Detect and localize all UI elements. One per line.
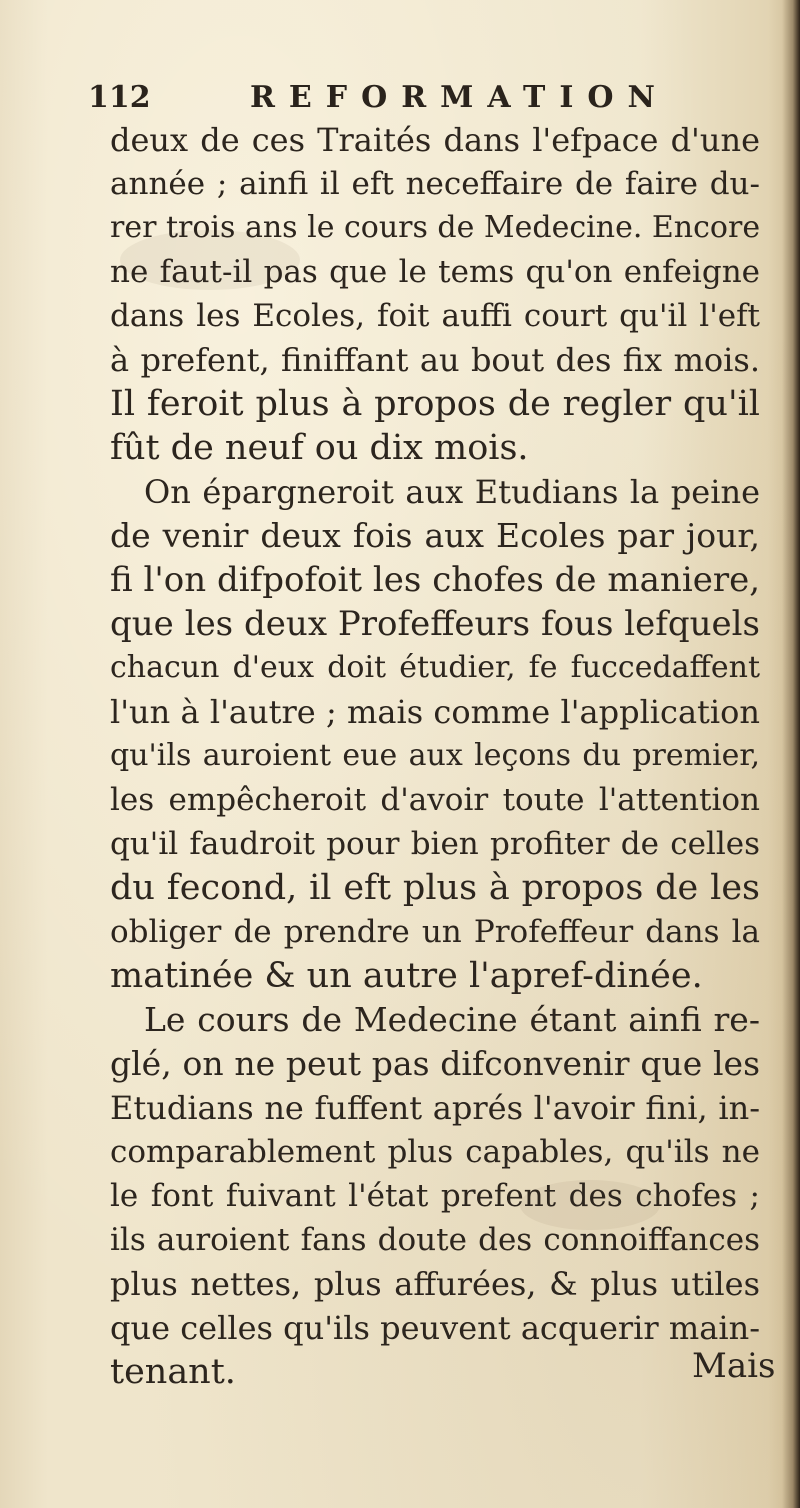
text-line: plus nettes, plus affurées, & plus utiles — [110, 1265, 760, 1303]
paragraph — [110, 998, 760, 1394]
text-line: qu'il faudroit pour bien profiter de celles — [110, 826, 760, 862]
paragraph — [110, 470, 760, 998]
text-line: chacun d'eux doit étudier, fe fuccedaffent — [110, 650, 760, 685]
text-line: glé, on ne peut pas difconvenir que les — [110, 1044, 760, 1083]
text-line: Le cours de Medecine étant ainfi re- — [144, 1000, 760, 1039]
text-line: comparablement plus capables, qu'ils ne — [110, 1134, 760, 1170]
running-head: REFORMATION — [250, 80, 669, 115]
text-line: ils auroient fans doute des connoiffances — [110, 1222, 760, 1258]
text-line: du fecond, il eft plus à propos de les — [110, 868, 760, 908]
page-edge-shadow — [782, 0, 800, 1508]
text-line: rer trois ans le cours de Medecine. Encore — [110, 210, 761, 245]
text-line: On épargneroit aux Etudians la peine — [144, 473, 760, 511]
text-line: les empêcheroit d'avoir toute l'attention — [110, 782, 760, 818]
text-line: matinée & un autre l'apref-dinée. — [110, 956, 703, 996]
text-line: que les deux Profeffeurs fous lefquels — [110, 604, 760, 644]
page-number: 112 — [88, 80, 151, 115]
catchword: Mais — [692, 1346, 776, 1386]
text-line: Il feroit plus à propos de regler qu'il — [110, 384, 760, 424]
text-line: année ; ainfi il eft neceffaire de faire du- — [110, 166, 760, 202]
text-line: le font fuivant l'état prefent des chofes ; — [110, 1178, 760, 1214]
page-header — [0, 76, 800, 120]
text-line: que celles qu'ils peuvent acquerir main- — [110, 1309, 760, 1347]
text-line: fi l'on difpofoit les chofes de maniere, — [110, 560, 760, 600]
body-text — [110, 118, 760, 1394]
text-line: tenant. — [110, 1352, 236, 1392]
text-line: l'un à l'autre ; mais comme l'application — [110, 693, 760, 731]
text-line: fût de neuf ou dix mois. — [110, 428, 529, 468]
text-line: qu'ils auroient eue aux leçons du premier, — [110, 738, 760, 773]
text-line: ne faut-il pas que le tems qu'on enfeigne — [110, 254, 760, 290]
text-line: de venir deux fois aux Ecoles par jour, — [110, 516, 760, 555]
text-line: dans les Ecoles, foit auffi court qu'il l'eft — [110, 298, 760, 334]
text-line: Etudians ne fuffent aprés l'avoir fini, in- — [110, 1089, 760, 1127]
paragraph — [110, 118, 760, 470]
text-line: deux de ces Traités dans l'efpace d'une — [110, 121, 760, 159]
text-line: à prefent, finiffant au bout des fix mois. — [110, 341, 760, 379]
text-line: obliger de prendre un Profeffeur dans la — [110, 914, 760, 950]
